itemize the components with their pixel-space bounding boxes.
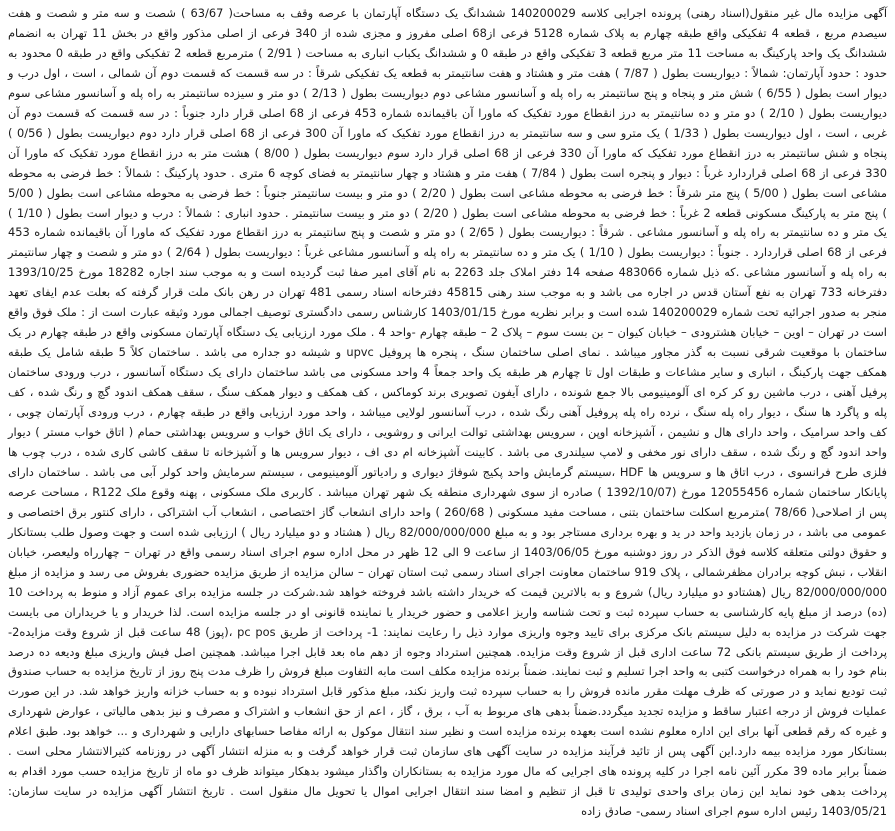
auction-notice-text: آگهی مزایده مال غیر منقول(اسناد رهنی) پرونده اجرایی کلاسه 140200029 ششدانگ یک دستگاه آپارتمان با عرصه وقف به مساحت( 63/67 ) شصت و سه متر و شصت و هفت سیصدم مربع ، قطعه 4 تفکیکی واقع طبقه چهارم به پلاک شماره 5128 فرعی از68 اصلی مفروز و مجزی شده از 340 فرعی از اصلی مذکور واقع در بخش 11 تهران به انضمام ششدانگ یک واحد پارکینگ به مساحت 11 متر مربع قطعه 3 تفکیکی واقع در طبقه 0 و ششدانگ یکباب انباری به مساحت ( 2/91 ) مترمربع قطعه 2 تفکیکی واقع در طبقه 0 محدود به حدود : حدود آپارتمان: شمالاً : دیواریست بطول ( 7/87 ) هفت متر و هشتاد و هفت سانتیمتر به قطعه یک تفکیکی شرقاً : در سه قسمت که قسمت دوم آن شمالی ، است ، اول درب و دیوار است بطول ( 6/55 ) شش متر و پنجاه و پنج سانتیمتر به راه پله و آسانسور مشاعی دوم دیواریست بطول ( 2/13 ) دو متر و سیزده سانتیمتر به راه پله و آسانسور مشاعی سوم دیواریست بطول ( 2/10 ) دو متر و ده سانتیمتر به درز انقطاع مورد تفکیک که ماورا آن باقیمانده شماره 453 فرعی از 68 اصلی قرار دارد جنوباً : در سه قسمت که قسمت دوم آن غربی ، است ، اول دیواریست بطول ( 1/33 ) یک مترو سی و سه سانتیمتر به درز انقطاع مورد تفکیک که ماورا آن 300 فرعی از 68 اصلی قرار دارد دوم دیواریست بطول ( 0/56 ) پنجاه و شش سانتیمتر به درز انقطاع مورد تفکیک که ماورا آن 330 فرعی از 68 اصلی قرار دارد سوم دیواریست بطول ( 8/00 ) هشت متر به درز انقطاع مورد تفکیک که ماورا آن 330 فرعی از 68 اصلی قراردارد غرباً : دیوار و پنجره است بطول ( 7/84 ) هفت متر و هشتاد و چهار سانتیمتر به فضای کوچه 6 متری . حدود پارکینگ : شمالاً : خط فرضی به محوطه مشاعی است بطول ( 5/00 ) پنج متر شرقاً : خط فرضی به محوطه مشاعی است بطول ( 2/20 ) دو متر و بیست سانتیمتر جنوباً : خط فرضی به محوطه مشاعی است بطول ( 5/00 ) پنج متر به پارکینگ مسکونی قطعه 2 غرباً : خط فرضی به محوطه مشاعی است بطول ( 2/20 ) دو متر و بیست سانتیمتر . حدود انباری : شمالاً : درب و دیوار است بطول ( 1/10 ) یک متر و ده سانتیمتر به راه پله و آسانسور مشاعی . شرقاً : دیواریست بطول ( 2/65 ) دو متر و شصت و پنج سانتیمتر به درز انقطاع مورد تفکیک که ماورا آن باقیمانده شماره 453 فرعی از 68 اصلی قراردارد . جنوباً : دیواریست بطول ( 1/10 ) یک متر و ده سانتیمتر به راه پله و آسانسور مشاعی غرباً : دیواریست بطول ( 2/64 ) دو متر و شصت و چهار سانتیمتر به راه پله و آسانسور مشاعی .که ذیل شماره 483066 صفحه 14 دفتر املاک جلد 2263 به نام آقای امیر صفا ثبت گردیده است و به موجب سند اجاره 18282 مورخ 1393/10/25 دفترخانه 733 تهران به نفع آستان قدس در اجاره می باشد و به موجب سند رهنی 45815 دفترخانه اسناد رسمی 481 تهران در رهن بانک ملت قرار گرفته که بعلت عدم ایفای تعهد منجر به صدور اجرائیه تحت شماره 140200029 شده است و برابر نظریه مورخ 1403/01/15 کارشناس رسمی دادگستری توصیف اجمالی مورد وثیقه عبارت است از : ملک فوق واقع است در تهران – اوین – خیابان هشترودی – خیابان کیوان – بن بست سوم – پلاک 2 – طبقه چهارم -واحد 4 . ملک مورد ارزیابی یک دستگاه آپارتمان مسکونی واقع در طبقه چهارم در یک ساختمان با موقعیت شرقی نسبت به گذر مجاور میباشد . نمای اصلی ساختمان سنگ ، پنجره ها پروفیل upvc و شیشه دو جداره می باشد . ساختمان کلاً 5 طبقه شامل یک طبقه همکف جهت پارکینگ ، انباری و سایر مشاعات و طبقات اول تا چهارم هر طبقه یک واحد جمعاً 4 واحد مسکونی می باشد ساختمان دارای یک دستگاه آسانسور ، درب ورودی ساختمان پرفیل آهنی ، درب ماشین رو کر کره ای آلومینیومی بالا جمع شونده ، دارای آیفون تصویری برند کوماکس ، کف همکف و دیوار همکف سنگ ، سقف همکف اندود گچ و رنگ شده ، کف پله و پاگرد ها سنگ ، دیوار راه پله سنگ ، نرده راه پله پروفیل آهنی رنگ شده ، درب آسانسور لولایی میباشد ، واحد مورد ارزیابی واقع در طبقه چهارم ، درب ورودی آپارتمان چوبی ، کف واحد سرامیک ، واحد دارای هال و نشیمن ، آشپزخانه اوپن ، سرویس بهداشتی توالت ایرانی و روشویی ، دارای یک اتاق خواب و سرویس بهداشتی حمام ( اتاق خواب مستر ) دیوار واحد اندود گچ و رنگ شده ، سقف دارای نور مخفی و لامپ سیلندری می باشد . کابینت آشپزخانه ام دی اف ، دیوار سرویس ها و آشپزخانه تا سقف کاشی کاری شده ، درب چوب ها فلزی طرح فرانسوی ، درب اتاق ها و سرویس ها HDF ،سیستم گرمایش واحد پکیج شوفاژ دیواری و رادیاتور آلومینیومی ، سیستم سرمایش واحد کولر آبی می باشد . ساختمان دارای پایانکار ساختمان شماره 12055456 مورخ (1392/10/07 ) صادره از سوی شهرداری منطقه یک شهر تهران میباشد . کاربری ملک مسکونی ، پهنه وقوع ملک R122 ، مساحت عرصه پس از اصلاحی( 78/66 )مترمربع اسکلت ساختمان بتنی ، مساحت مفید مسکونی ( 260/68 ) واحد دارای انشعاب گاز اختصاصی ، انشعاب آب اشتراکی ، دارای کنتور برق اختصاصی و عمومی می باشد ، در زمان بازدید واحد در ید و بهره برداری مستاجر بود و به مبلغ 82/000/000/000 ریال ( هشتاد و دو میلیارد ریال ) ارزیابی شده است و جهت وصول طلب بستانکار و حقوق دولتی متعلقه کلاسه فوق الذکر در روز دوشنبه مورخ 1403/06/05 از ساعت 9 الی 12 ظهر در محل اداره سوم اجرای اسناد رسمی واقع در تهران – چهارراه ولیعصر، خیابان انقلاب ، نبش کوچه برادران مظفرشمالی ، پلاک 919 ساختمان معاونت اجرای اسناد رسمی ثبت استان تهران – سالن مزایده از طریق مزایده حضوری بفروش می رسد و مزایده از مبلغ 82/000/000/000 ریال (هشتادو دو میلیارد ریال) شروع و به بالاترین قیمت که خریدار داشته باشد فروخته خواهد شد.شرکت در جلسه مزایده برای عموم آزاد و منوط به پرداخت 10 (ده) درصد از مبلغ پایه کارشناسی به حساب سپرده ثبت و تحت شناسه واریز اعلامی و حضور خریدار یا نماینده قانونی او در جلسه مزایده است. لذا خریدار و یا خریداران می بایست جهت شرکت در مزایده به دلیل سیستم بانک مرکزی برای تایید وجوه واریزی موارد ذیل را رعایت نمایند: 1- پرداخت از طریق pc pos ،(پوز) 48 ساعت قبل از شروع وقت مزایده2- پرداخت از طریق سیستم بانکی 72 ساعت اداری قبل از شروع وقت مزایده. همچنین استرداد وجوه از دهم ماه بعد قابل اجرا میباشد. همچنین اصل فیش واریزی مبلغ ودیعه ده درصد بنام خود را به همراه درخواست کتبی به واحد اجرا تسلیم و ثبت نمایند. ضمناً برنده مزایده مکلف است مابه التفاوت مبلغ فروش را ظرف مدت پنج روز از تاریخ مزایده به حساب صندوق ثبت تودیع نماید و در صورتی که ظرف مهلت مقرر مانده فروش را به حساب سپرده ثبت واریز نکند، مبلغ مذکور قابل استرداد نبوده و به حساب خزانه واریز خواهد شد. در این صورت عملیات فروش از درجه اعتبار ساقط و مزایده تجدید میگردد.ضمناً بدهی های مربوط به آب ، برق ، گاز ، اعم از حق انشعاب و اشتراک و مصرف و نیز بدهی مالیاتی ، عوارض شهرداری و غیره که رقم قطعی آنها برای این اداره معلوم نشده است بعهده برنده مزایده است و نظیر سند انتقال موکول به ارائه مفاصا حسابهای دارایی و شهرداری و ... خواهد بود. طبق اعلام بستانکار مورد مزایده بیمه دارد.این آگهی پس از تائید فرآیند مزایده در سایت آگهی های سازمان ثبت قرار خواهد گرفت و به منزله انتشار آگهی در روزنامه کثیرالانتشار محلی است . ضمناً برابر ماده 39 مکرر آئین نامه اجرا در کلیه پرونده های اجرایی که مال مورد مزایده به بستانکاران واگذار میشود بدهکار میتواند ظرف دو ماه از تاریخ مزایده حسب مورد اقدام به پرداخت بدهی خود نماید این زمان برای واحدی تولیدی تا قبل از تنظیم و امضا سند انتقال اجرایی اموال یا تحویل مال منقول است . تاریخ انتشار آگهی مزایده در سایت سازمان: 1403/05/21 رئیس اداره سوم اجرای اسناد رسمی- صادق زاده: [8, 6, 888, 819]
